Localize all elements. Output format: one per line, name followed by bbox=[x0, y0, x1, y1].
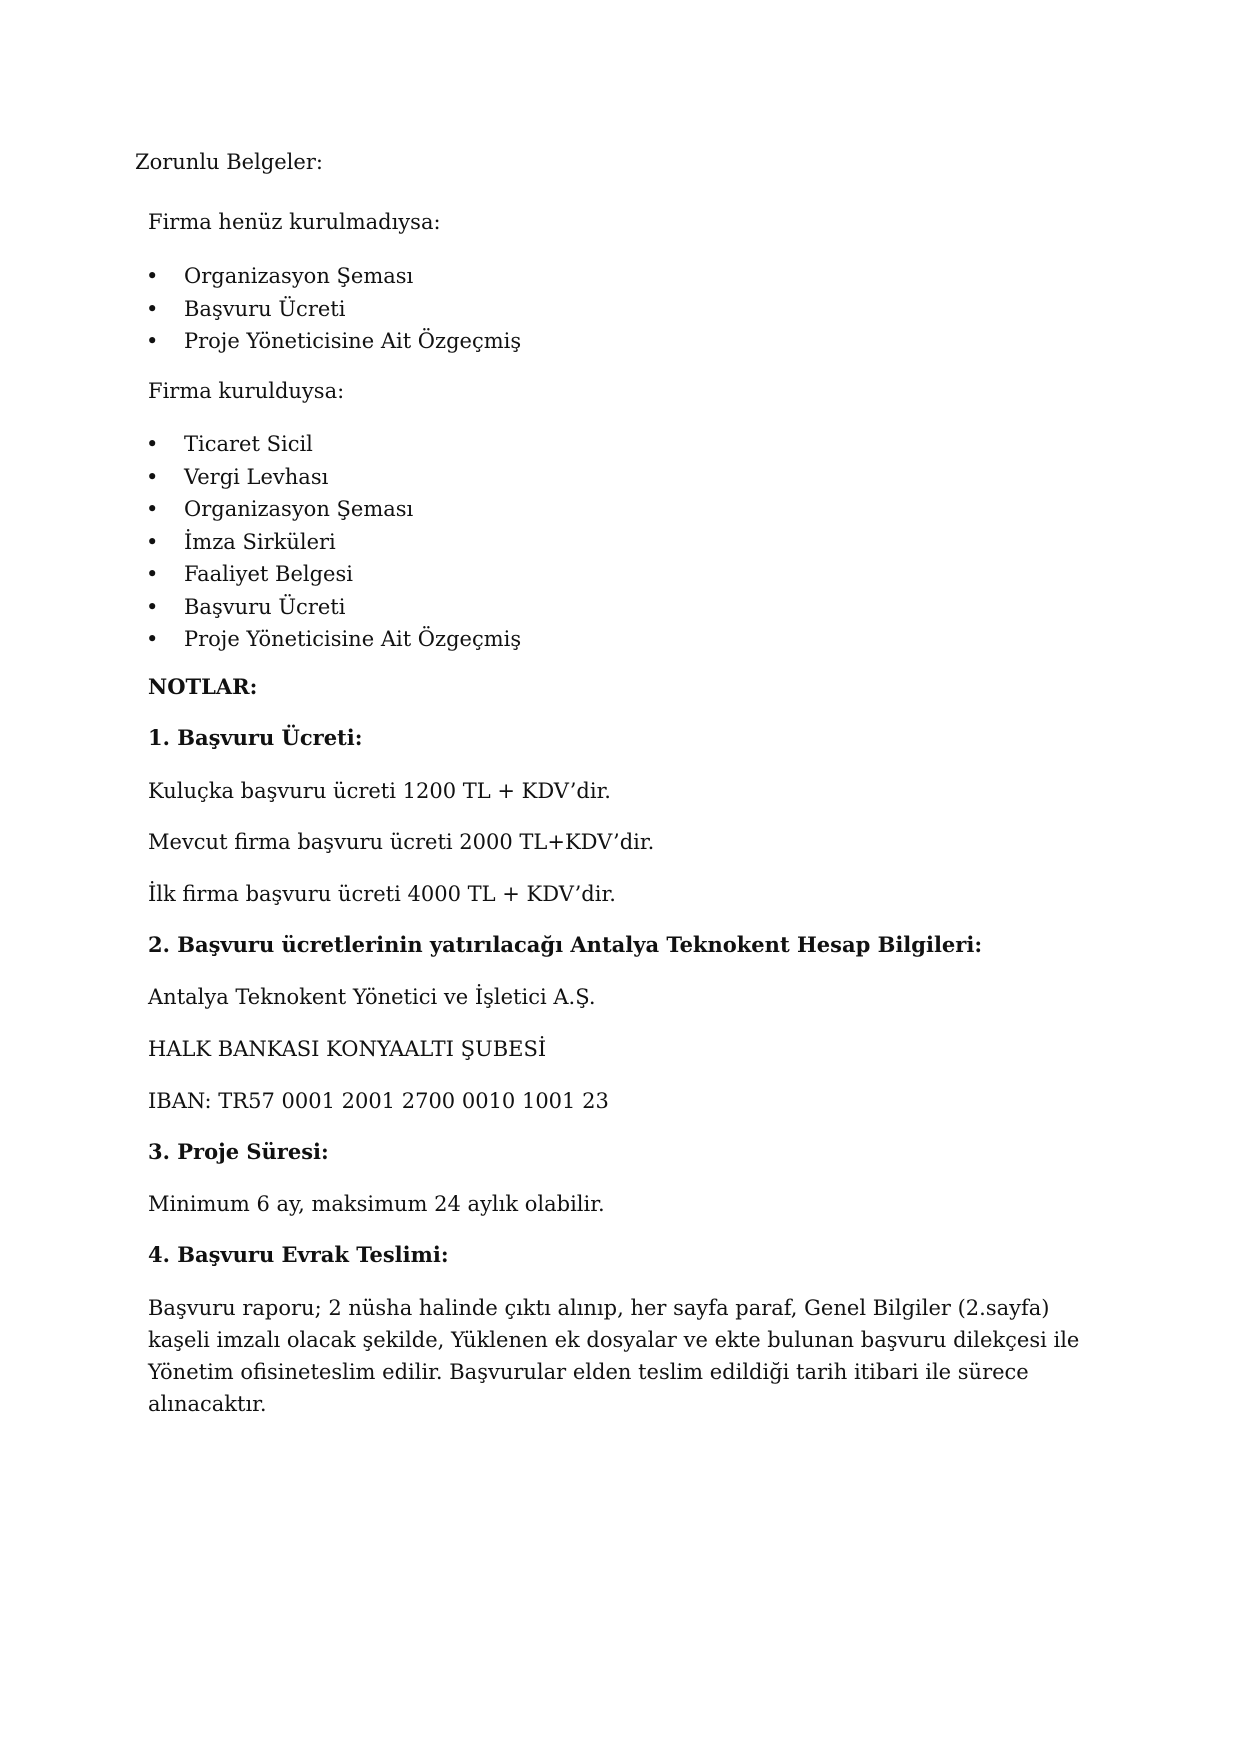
founded-label: Firma kurulduysa: bbox=[148, 379, 345, 403]
list-item: • Proje Yöneticisine Ait Özgeçmiş bbox=[146, 623, 521, 656]
bullet-icon: • bbox=[146, 264, 159, 288]
bullet-icon: • bbox=[146, 497, 159, 521]
delivery-title: 4. Başvuru Evrak Teslimi: bbox=[148, 1242, 449, 1267]
list-item: • Faaliyet Belgesi bbox=[146, 558, 521, 591]
duration-text: Minimum 6 ay, maksimum 24 aylık olabilir. bbox=[148, 1192, 605, 1216]
notes-title: NOTLAR: bbox=[148, 674, 258, 699]
list-item: • İmza Sirküleri bbox=[146, 526, 521, 559]
not-founded-list bbox=[146, 260, 521, 358]
bullet-icon: • bbox=[146, 627, 159, 651]
fee-line-first: İlk firma başvuru ücreti 4000 TL + KDV’dir. bbox=[148, 882, 616, 906]
document-heading: Zorunlu Belgeler: bbox=[135, 150, 323, 174]
fee-line-incubation: Kuluçka başvuru ücreti 1200 TL + KDV’dir. bbox=[148, 779, 611, 803]
list-item: • Başvuru Ücreti bbox=[146, 293, 521, 326]
duration-title: 3. Proje Süresi: bbox=[148, 1139, 329, 1164]
bullet-icon: • bbox=[146, 562, 159, 586]
bullet-icon: • bbox=[146, 464, 159, 489]
bullet-icon: • bbox=[146, 329, 159, 353]
list-item: • Ticaret Sicil bbox=[146, 428, 521, 461]
founded-list bbox=[146, 428, 521, 656]
not-founded-label: Firma henüz kurulmadıysa: bbox=[148, 210, 441, 234]
fee-line-existing: Mevcut firma başvuru ücreti 2000 TL+KDV’dir. bbox=[148, 830, 655, 854]
list-item: • Organizasyon Şeması bbox=[146, 260, 521, 293]
bullet-icon: • bbox=[146, 529, 159, 554]
list-item: • Vergi Levhası bbox=[146, 461, 521, 494]
bullet-icon: • bbox=[146, 594, 159, 619]
delivery-text: Başvuru raporu; 2 nüsha halinde çıktı alınıp, her sayfa paraf, Genel Bilgiler (2.sayfa) kaşeli imzalı olacak şekilde, Yüklenen ek dosyalar ve ekte bulunan başvuru dilekçesi ile Yönetim ofisineteslim edilir. Başvurular elden teslim edildiği tarih itibari ile sürece alınacaktır. bbox=[148, 1296, 1080, 1416]
list-item: • Organizasyon Şeması bbox=[146, 493, 521, 526]
bullet-icon: • bbox=[146, 432, 159, 456]
bank-branch: HALK BANKASI KONYAALTI ŞUBESİ bbox=[148, 1037, 547, 1061]
bullet-icon: • bbox=[146, 296, 159, 321]
bank-title: 2. Başvuru ücretlerinin yatırılacağı Antalya Teknokent Hesap Bilgileri: bbox=[148, 932, 983, 957]
bank-iban: IBAN: TR57 0001 2001 2700 0010 1001 23 bbox=[148, 1089, 609, 1113]
bank-company: Antalya Teknokent Yönetici ve İşletici A.Ş. bbox=[148, 985, 596, 1009]
list-item: • Başvuru Ücreti bbox=[146, 591, 521, 624]
list-item: • Proje Yöneticisine Ait Özgeçmiş bbox=[146, 325, 521, 358]
fee-title: 1. Başvuru Ücreti: bbox=[148, 725, 363, 750]
